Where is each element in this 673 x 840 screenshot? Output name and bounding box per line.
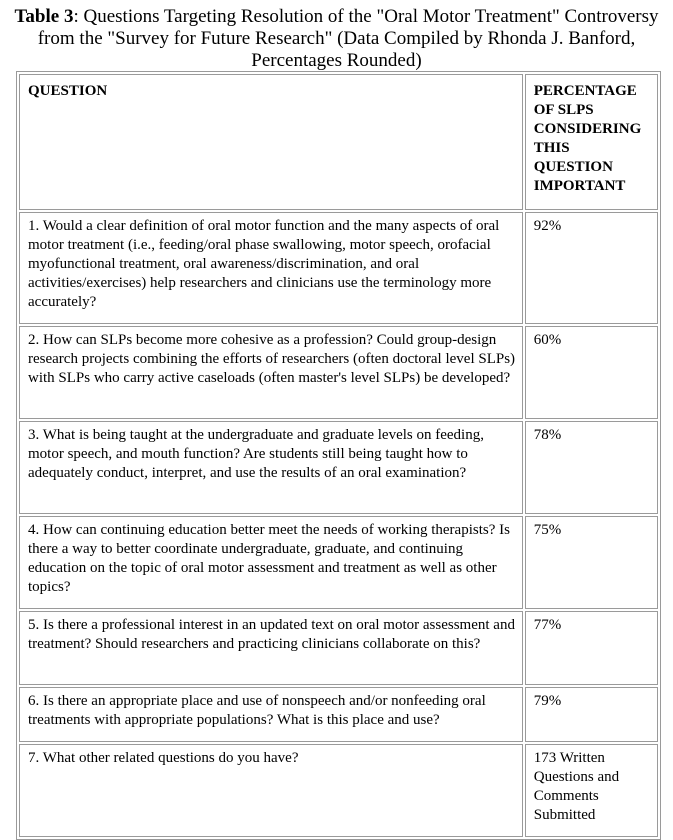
question-cell: 1. Would a clear definition of oral motor function and the many aspects of oral motor treatment (i.e., feeding/oral phase swallowing, motor speech, orofacial myofunctional treatment, oral awareness/discrimination, and oral activities/exercises) help researchers and clinicians use the terminology more accurately? [19, 212, 523, 324]
table-row [19, 212, 658, 324]
percentage-cell: 60% [525, 326, 658, 419]
question-cell: 4. How can continuing education better meet the needs of working therapists? Is there a way to better coordinate undergraduate, graduate, and continuing education on the topic of oral motor assessment and treatment as well as other topics? [19, 516, 523, 609]
table-row [19, 516, 658, 609]
table-header-row [19, 74, 658, 210]
table-caption-label: Table 3 [14, 6, 74, 27]
table-caption [0, 6, 673, 72]
table-row [19, 687, 658, 742]
question-cell: 5. Is there a professional interest in an updated text on oral motor assessment and treatment? Should researchers and practicing clinicians collaborate on this? [19, 611, 523, 685]
percentage-cell: 75% [525, 516, 658, 609]
percentage-cell: 78% [525, 421, 658, 514]
percentage-cell: 77% [525, 611, 658, 685]
percentage-cell: 79% [525, 687, 658, 742]
survey-table [16, 71, 661, 840]
question-cell: 7. What other related questions do you have? [19, 744, 523, 837]
question-cell: 6. Is there an appropriate place and use of nonspeech and/or nonfeeding oral treatments with appropriate populations? What is this place and use? [19, 687, 523, 742]
percentage-cell: 173 Written Questions and Comments Submitted [525, 744, 658, 837]
table-row [19, 611, 658, 685]
question-cell: 2. How can SLPs become more cohesive as a profession? Could group-design research projects combining the efforts of researchers (often doctoral level SLPs) with SLPs who carry active caseloads (often master's level SLPs) be developed? [19, 326, 523, 419]
table-caption-text: : Questions Targeting Resolution of the "Oral Motor Treatment" Controversy from the "Survey for Future Research" (Data Compiled by Rhonda J. Banford, Percentages Rounded) [37, 6, 659, 71]
column-header-question: QUESTION [19, 74, 523, 210]
question-cell: 3. What is being taught at the undergraduate and graduate levels on feeding, motor speech, and mouth function? Are students still being taught how to adequately conduct, interpret, and use the results of an oral examination? [19, 421, 523, 514]
table-row [19, 744, 658, 837]
table-row [19, 421, 658, 514]
table-row [19, 326, 658, 419]
percentage-cell: 92% [525, 212, 658, 324]
column-header-percentage: PERCENTAGE OF SLPS CONSIDERING THIS QUESTION IMPORTANT [525, 74, 658, 210]
